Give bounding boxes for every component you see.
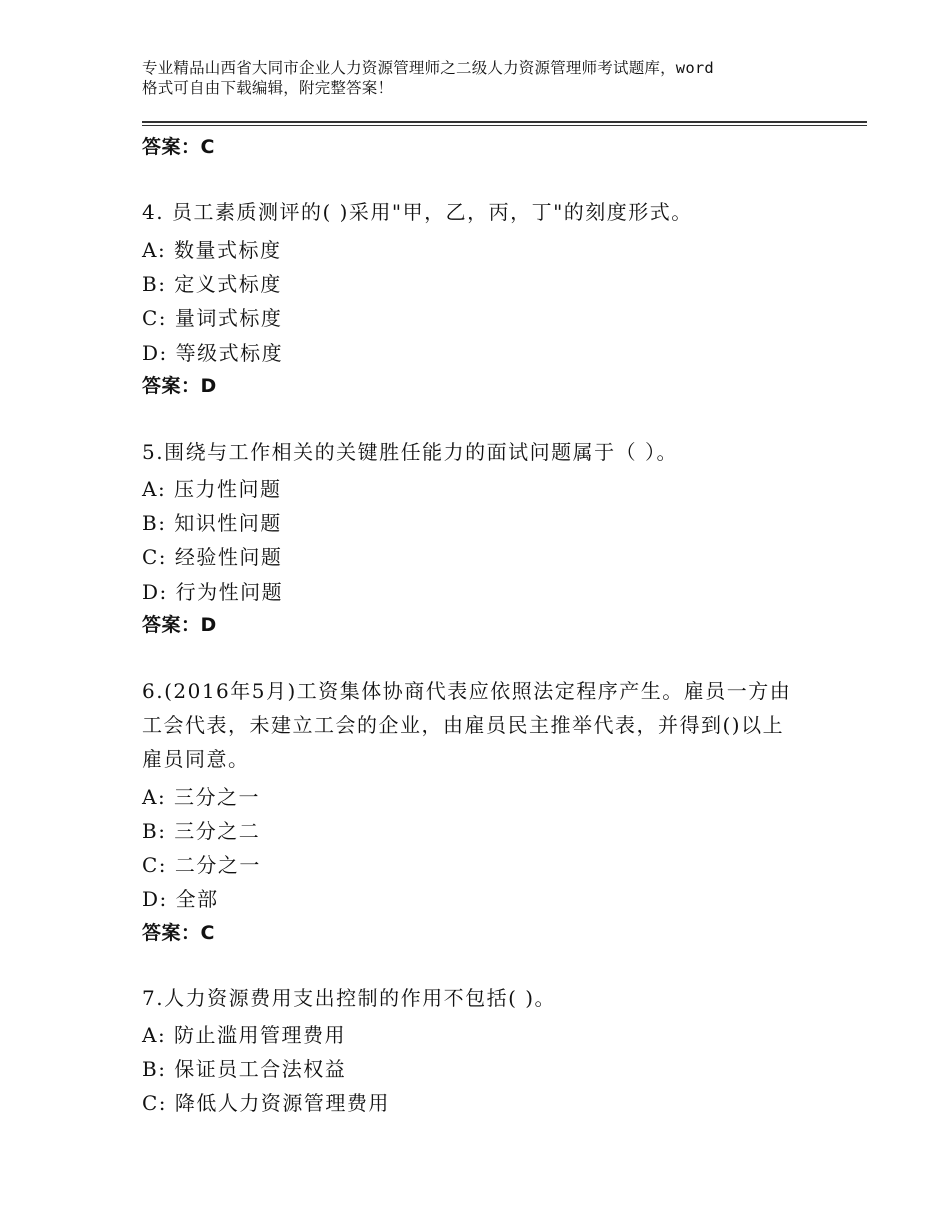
answer-label: 答案：D — [142, 375, 217, 397]
question-stem: 7.人力资源费用支出控制的作用不包括( )。 — [142, 986, 557, 1010]
question-stem: 5.围绕与工作相关的关键胜任能力的面试问题属于（ ）。 — [142, 440, 678, 464]
header-line-2: 格式可自由下载编辑，附完整答案！ — [142, 79, 394, 97]
option-c: C: 经验性问题 — [142, 545, 283, 569]
option-d: D: 全部 — [142, 887, 219, 911]
question-stem-line-1: 6.(2016年5月)工资集体协商代表应依照法定程序产生。雇员一方由 — [142, 679, 792, 703]
option-b: B: 知识性问题 — [142, 511, 282, 535]
option-a: A: 防止滥用管理费用 — [142, 1023, 347, 1047]
option-b: B: 保证员工合法权益 — [142, 1057, 347, 1081]
question-stem-line-2: 工会代表，未建立工会的企业，由雇员民主推举代表，并得到()以上 — [142, 713, 785, 737]
option-a: A: 三分之一 — [142, 785, 261, 809]
header-divider-thick — [142, 121, 867, 123]
header-line-1: 专业精品山西省大同市企业人力资源管理师之二级人力资源管理师考试题库，word — [142, 59, 714, 77]
answer-label: 答案：C — [142, 136, 215, 158]
option-c: C: 量词式标度 — [142, 306, 283, 330]
document-header — [142, 58, 822, 98]
answer-label: 答案：D — [142, 614, 217, 636]
option-c: C: 降低人力资源管理费用 — [142, 1091, 390, 1115]
question-stem: 4. 员工素质测评的( )采用"甲，乙，丙，丁"的刻度形式。 — [142, 200, 693, 224]
option-a: A: 数量式标度 — [142, 238, 282, 262]
option-b: B: 定义式标度 — [142, 272, 282, 296]
option-c: C: 二分之一 — [142, 853, 261, 877]
option-d: D: 行为性问题 — [142, 580, 284, 604]
option-a: A: 压力性问题 — [142, 477, 282, 501]
answer-label: 答案：C — [142, 922, 215, 944]
option-b: B: 三分之二 — [142, 819, 261, 843]
header-divider-thin — [142, 125, 867, 126]
option-d: D: 等级式标度 — [142, 341, 284, 365]
question-stem-line-3: 雇员同意。 — [142, 747, 250, 771]
